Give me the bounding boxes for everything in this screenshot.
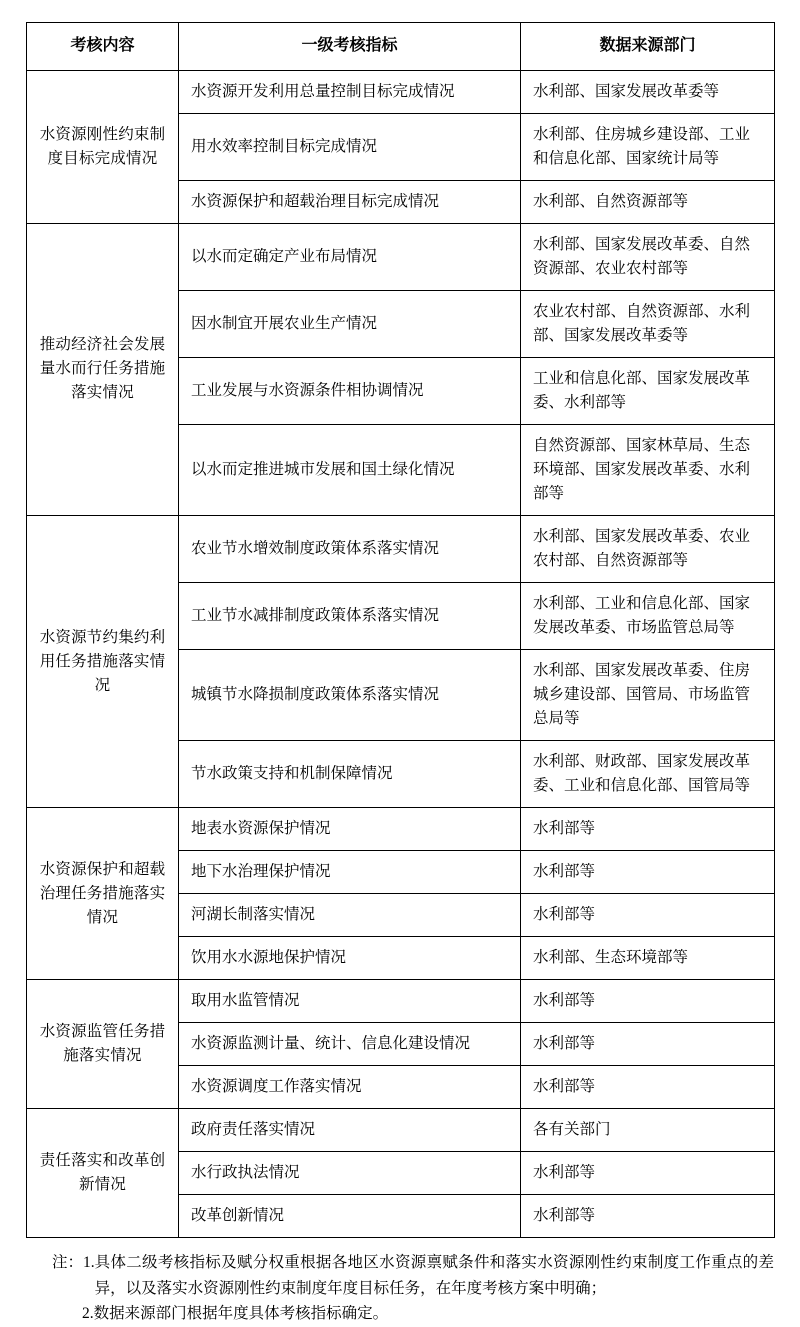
table-header-row <box>27 23 775 71</box>
table-row <box>27 808 775 851</box>
department-cell: 水利部等 <box>521 1023 775 1066</box>
indicator-cell: 用水效率控制目标完成情况 <box>179 113 521 180</box>
department-cell: 工业和信息化部、国家发展改革委、水利部等 <box>521 357 775 424</box>
table-row <box>27 516 775 583</box>
department-cell: 水利部、自然资源部等 <box>521 180 775 223</box>
assessment-table <box>26 22 775 1238</box>
category-cell: 推动经济社会发展量水而行任务措施落实情况 <box>27 223 179 515</box>
department-cell: 水利部、国家发展改革委、农业农村部、自然资源部等 <box>521 516 775 583</box>
category-cell: 水资源保护和超载治理任务措施落实情况 <box>27 808 179 980</box>
column-header-content: 考核内容 <box>27 23 179 71</box>
indicator-cell: 工业节水减排制度政策体系落实情况 <box>179 583 521 650</box>
indicator-cell: 改革创新情况 <box>179 1195 521 1238</box>
indicator-cell: 以水而定确定产业布局情况 <box>179 223 521 290</box>
department-cell: 各有关部门 <box>521 1109 775 1152</box>
table-row <box>27 70 775 113</box>
department-cell: 水利部等 <box>521 1195 775 1238</box>
indicator-cell: 饮用水水源地保护情况 <box>179 937 521 980</box>
table-row <box>27 980 775 1023</box>
indicator-cell: 政府责任落实情况 <box>179 1109 521 1152</box>
department-cell: 水利部、国家发展改革委、自然资源部、农业农村部等 <box>521 223 775 290</box>
note-prefix: 注： <box>52 1254 84 1272</box>
department-cell: 水利部、住房城乡建设部、工业和信息化部、国家统计局等 <box>521 113 775 180</box>
category-cell: 水资源监管任务措施落实情况 <box>27 980 179 1109</box>
indicator-cell: 因水制宜开展农业生产情况 <box>179 290 521 357</box>
department-cell: 水利部、财政部、国家发展改革委、工业和信息化部、国管局等 <box>521 741 775 808</box>
department-cell: 水利部等 <box>521 808 775 851</box>
department-cell: 水利部等 <box>521 894 775 937</box>
indicator-cell: 水资源调度工作落实情况 <box>179 1066 521 1109</box>
column-header-indicator: 一级考核指标 <box>179 23 521 71</box>
indicator-cell: 农业节水增效制度政策体系落实情况 <box>179 516 521 583</box>
column-header-department: 数据来源部门 <box>521 23 775 71</box>
department-cell: 自然资源部、国家林草局、生态环境部、国家发展改革委、水利部等 <box>521 424 775 515</box>
note-item <box>26 1250 774 1301</box>
table-header <box>27 23 775 71</box>
department-cell: 水利部、国家发展改革委、住房城乡建设部、国管局、市场监管总局等 <box>521 650 775 741</box>
note-number: 2. <box>82 1305 94 1323</box>
category-cell: 水资源刚性约束制度目标完成情况 <box>27 70 179 223</box>
indicator-cell: 城镇节水降损制度政策体系落实情况 <box>179 650 521 741</box>
note-item <box>26 1301 774 1327</box>
table-notes <box>26 1250 774 1327</box>
table-row <box>27 223 775 290</box>
indicator-cell: 河湖长制落实情况 <box>179 894 521 937</box>
indicator-cell: 节水政策支持和机制保障情况 <box>179 741 521 808</box>
note-text: 具体二级考核指标及赋分权重根据各地区水资源禀赋条件和落实水资源刚性约束制度工作重点的差异，以及落实水资源刚性约束制度年度目标任务，在年度考核方案中明确； <box>94 1254 774 1297</box>
indicator-cell: 水行政执法情况 <box>179 1152 521 1195</box>
department-cell: 水利部、工业和信息化部、国家发展改革委、市场监管总局等 <box>521 583 775 650</box>
department-cell: 水利部、国家发展改革委等 <box>521 70 775 113</box>
department-cell: 水利部等 <box>521 1152 775 1195</box>
indicator-cell: 取用水监管情况 <box>179 980 521 1023</box>
department-cell: 水利部等 <box>521 851 775 894</box>
category-cell: 责任落实和改革创新情况 <box>27 1109 179 1238</box>
department-cell: 水利部、生态环境部等 <box>521 937 775 980</box>
department-cell: 水利部等 <box>521 1066 775 1109</box>
table-row <box>27 1109 775 1152</box>
note-text: 数据来源部门根据年度具体考核指标确定。 <box>93 1305 389 1323</box>
department-cell: 水利部等 <box>521 980 775 1023</box>
indicator-cell: 水资源监测计量、统计、信息化建设情况 <box>179 1023 521 1066</box>
department-cell: 农业农村部、自然资源部、水利部、国家发展改革委等 <box>521 290 775 357</box>
indicator-cell: 工业发展与水资源条件相协调情况 <box>179 357 521 424</box>
indicator-cell: 水资源保护和超载治理目标完成情况 <box>179 180 521 223</box>
table-body <box>27 70 775 1238</box>
note-number: 1. <box>83 1254 95 1272</box>
indicator-cell: 地下水治理保护情况 <box>179 851 521 894</box>
indicator-cell: 地表水资源保护情况 <box>179 808 521 851</box>
indicator-cell: 水资源开发利用总量控制目标完成情况 <box>179 70 521 113</box>
category-cell: 水资源节约集约利用任务措施落实情况 <box>27 516 179 808</box>
indicator-cell: 以水而定推进城市发展和国土绿化情况 <box>179 424 521 515</box>
